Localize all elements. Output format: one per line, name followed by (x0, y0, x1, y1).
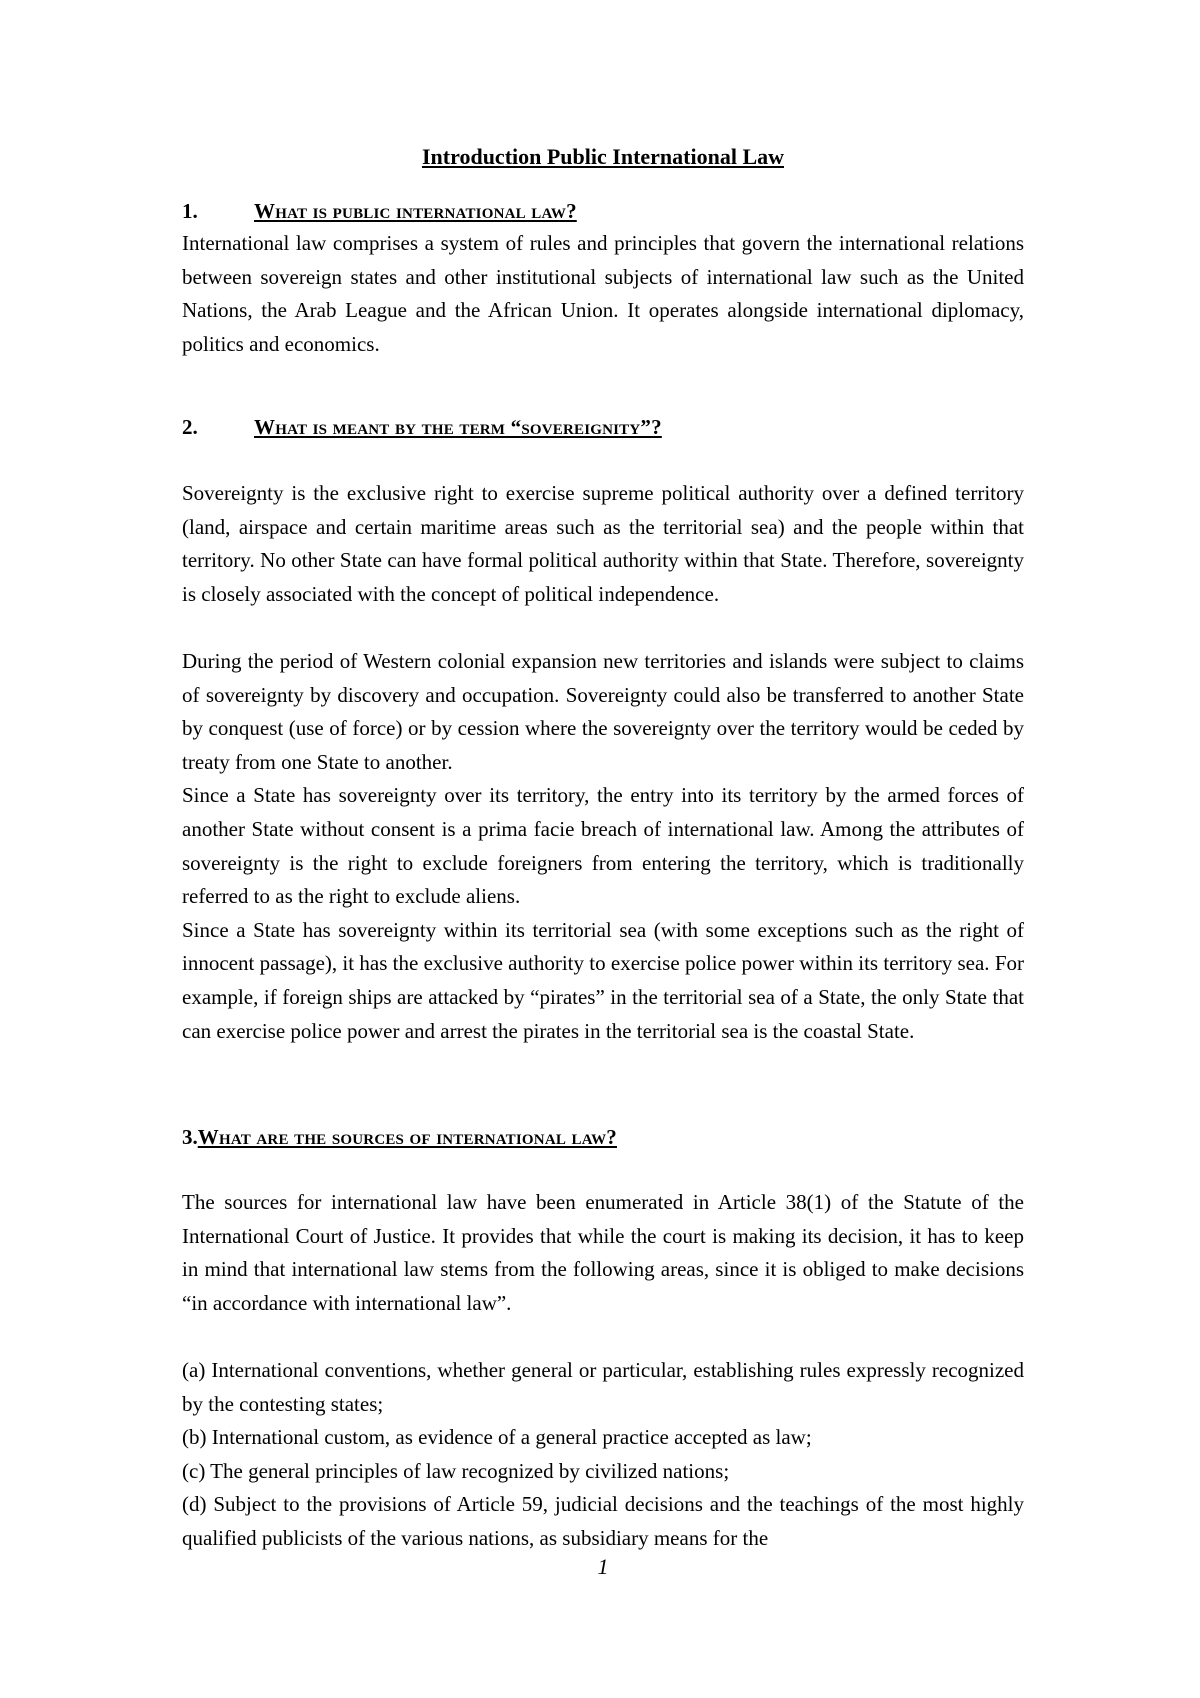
list-item: (a) International conventions, whether general or particular, establishing rules expressly recognized by the contesting states; (182, 1357, 1024, 1416)
section-1-heading (182, 196, 577, 226)
section-number: 1. (182, 199, 198, 223)
list-item: (b) International custom, as evidence of a general practice accepted as law; (182, 1425, 812, 1450)
section-title: What are the sources of international law? (197, 1125, 617, 1149)
section-title: What is meant by the term “sovereignity”? (254, 415, 662, 439)
paragraph: During the period of Western colonial expansion new territories and islands were subject to claims of sovereignty by discovery and occupation. Sovereignty could also be transferred to another State by conquest (use of force) or by cession where the sovereignty over the territory would be ceded by treaty from one State to another. (182, 648, 1024, 774)
section-2-body (182, 477, 1024, 1048)
page-number: 1 (597, 1554, 609, 1579)
section-3-heading (182, 1122, 617, 1152)
section-1-body (182, 227, 1024, 361)
paragraph: Sovereignty is the exclusive right to exercise supreme political authority over a defined territory (land, airspace and certain maritime areas such as the territorial sea) and the people within that territory. No other State can have formal political authority within that State. Therefore, sovereignty is closely associated with the concept of political independence. (182, 481, 1024, 606)
section-title: What is public international law? (254, 199, 577, 223)
paragraph: Since a State has sovereignty over its territory, the entry into its territory by the armed forces of another State without consent is a prima facie breach of international law. Among the attributes of sovereignty is the right to exclude foreigners from entering the territory, which is traditionally referred to as the right to exclude aliens. (182, 783, 1024, 909)
paragraph: Since a State has sovereignty within its territorial sea (with some exceptions such as the right of innocent passage), it has the exclusive authority to exercise police power within its territory sea. For example, if foreign ships are attacked by “pirates” in the territorial sea of a State, the only State that can exercise police power and arrest the pirates in the territorial sea is the coastal State. (182, 917, 1024, 1043)
section-number: 3. (182, 1125, 198, 1149)
section-2-heading (182, 412, 662, 442)
document-title: Introduction Public International Law (421, 144, 785, 169)
paragraph: The sources for international law have been enumerated in Article 38(1) of the Statute of the International Court of Justice. It provides that while the court is making its decision, it has to keep in mind that international law stems from the following areas, since it is obliged to make decisions “in accordance with international law”. (182, 1190, 1024, 1315)
list-item: (d) Subject to the provisions of Article 59, judicial decisions and the teachings of the most highly qualified publicists of the various nations, as subsidiary means for the (182, 1492, 1024, 1550)
list-item: (c) The general principles of law recognized by civilized nations; (182, 1458, 730, 1483)
paragraph: International law comprises a system of rules and principles that govern the international relations between sovereign states and other institutional subjects of international law such as the United Nations, the Arab League and the African Union. It operates alongside international diplomacy, politics and economics. (182, 231, 1024, 356)
section-number: 2. (182, 415, 198, 439)
section-3-body (182, 1186, 1024, 1556)
